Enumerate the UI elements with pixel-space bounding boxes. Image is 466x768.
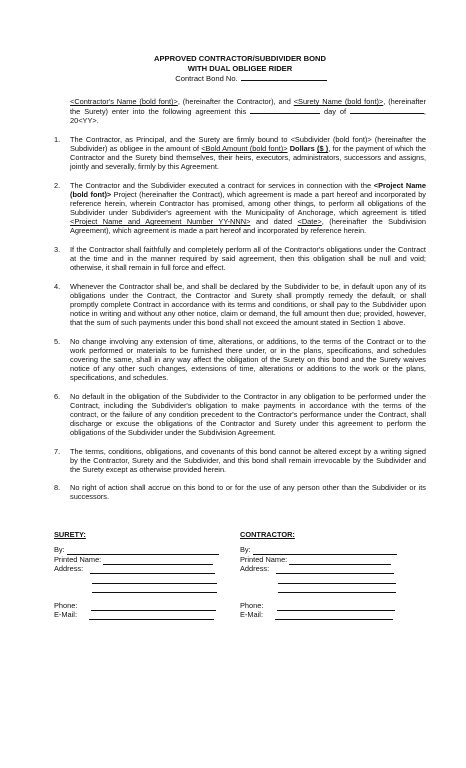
clause-number: 8. bbox=[54, 483, 61, 493]
bold-amount-placeholder: <Bold Amount (bold font)> bbox=[201, 144, 288, 154]
contractor-address-row-2 bbox=[240, 574, 426, 584]
clause-2-text-c: and dated bbox=[250, 217, 298, 227]
clause-number: 3. bbox=[54, 244, 61, 254]
printed-name-label: Printed Name: bbox=[240, 554, 288, 564]
surety-email-line bbox=[89, 612, 214, 620]
clause-5 bbox=[54, 337, 426, 382]
by-label: By: bbox=[240, 545, 251, 555]
surety-phone-line bbox=[91, 603, 216, 611]
title-line-1: APPROVED CONTRACTOR/SUBDIVIDER BOND bbox=[154, 54, 326, 63]
surety-address-row bbox=[54, 565, 240, 575]
contractor-signature-block bbox=[240, 530, 426, 621]
date-placeholder: <Date> bbox=[297, 217, 322, 227]
intro-text-1: , (hereinafter the Contractor), and bbox=[177, 97, 294, 107]
by-label: By: bbox=[54, 545, 65, 555]
clause-text: If the Contractor shall faithfully and completely perform all of the Contractor's obligations under the Contract at the time and in the manner required by said agreement, then this obligation shall be null and void; otherwise, it shall remain in full force and effect. bbox=[70, 244, 426, 273]
bond-clauses bbox=[54, 135, 426, 502]
clause-2 bbox=[54, 181, 426, 236]
clause-number: 7. bbox=[54, 446, 61, 456]
contractor-printed-name-line bbox=[289, 557, 391, 565]
dollar-amount-blank: ($ ) bbox=[316, 144, 329, 154]
surety-address-row-3 bbox=[54, 584, 240, 594]
email-label: E-Mail: bbox=[240, 610, 263, 620]
surety-signature-block bbox=[54, 530, 240, 621]
phone-label: Phone: bbox=[240, 600, 264, 610]
contractor-email-row bbox=[240, 611, 426, 621]
contractor-address-row bbox=[240, 565, 426, 575]
intro-text-2: , (hereinafter the Surety) enter into the following agreement this bbox=[70, 97, 427, 117]
clause-number: 1. bbox=[54, 134, 61, 144]
surety-address-line-2 bbox=[92, 576, 217, 584]
dollars-label: Dollars bbox=[289, 144, 315, 154]
contractor-address-row-3 bbox=[240, 584, 426, 594]
clause-1-text-a: The Contractor, as Principal, and the Surety are firmly bound to <Subdivider (bold font)> (hereinafter the Subdivider) as obligee in the amount of bbox=[70, 134, 426, 154]
contractor-email-line bbox=[275, 612, 393, 620]
clause-1 bbox=[54, 135, 426, 171]
printed-name-label: Printed Name: bbox=[54, 554, 102, 564]
document-title bbox=[54, 54, 426, 73]
clause-number: 4. bbox=[54, 281, 61, 291]
project-name-placeholder: <Project Name (bold font)> bbox=[70, 180, 426, 199]
clause-text bbox=[70, 181, 426, 236]
clause-number: 5. bbox=[54, 336, 61, 346]
title-line-2: WITH DUAL OBLIGEE RIDER bbox=[187, 63, 293, 73]
day-blank bbox=[250, 106, 320, 114]
clause-text: The terms, conditions, obligations, and covenants of this bond cannot be altered except by a writing signed by the Contractor, Surety and the Subdivider, and this bond shall remain irrevocable by the Subdivider and the Surety except as otherwise provided herein. bbox=[70, 446, 426, 474]
contractor-address-line-1 bbox=[276, 566, 394, 574]
surety-address-line-1 bbox=[90, 566, 215, 574]
signature-section bbox=[54, 530, 426, 621]
intro-text-4: , 20<YY>. bbox=[70, 107, 426, 126]
contractor-name-placeholder: <Contractor's Name (bold font)> bbox=[70, 97, 178, 107]
clause-text: Whenever the Contractor shall be, and shall be declared by the Subdivider to be, in default upon any of its obligations under the Contract, the Contractor and Surety shall promptly remedy the default, or shall promptly complete Contract in accordance with its terms and conditions, or shall pay to the Subdivider upon notice in writing and without any other notice, claim or demand, the full amount then due; provided, however, that the sum of such payments under this bond shall not exceed the amount stated in Section 1 above. bbox=[70, 281, 426, 328]
clause-8 bbox=[54, 483, 426, 501]
contractor-heading: CONTRACTOR: bbox=[240, 529, 295, 539]
phone-label: Phone: bbox=[54, 600, 78, 610]
surety-name-placeholder: <Surety Name (bold font)> bbox=[293, 97, 384, 107]
clause-2-text-b: Project (hereinafter the Contract), which agreement is made a part hereof and incorporated by reference herein, wherein Contractor has promised, among other things, to perform all obligations of the Subdivider under Subdivider's agreement with the Municipality of Anchorage, which agreement is titled bbox=[70, 189, 426, 218]
bond-no-blank bbox=[241, 73, 327, 81]
surety-heading: SURETY: bbox=[54, 529, 86, 539]
clause-2-text-a: The Contractor and the Subdivider executed a contract for services in connection with the bbox=[70, 180, 374, 190]
address-label: Address: bbox=[54, 564, 84, 574]
surety-address-line-3 bbox=[92, 585, 217, 593]
contractor-address-line-2 bbox=[278, 576, 396, 584]
contractor-phone-row bbox=[240, 601, 426, 611]
clause-text bbox=[70, 135, 426, 171]
contract-bond-number bbox=[76, 73, 426, 84]
clause-text: No change involving any extension of time, alterations, or additions, to the terms of the Contract or to the work performed or materials to be furnished there under, or in the plans, specifications, and schedules covering the same, shall in any way affect the obligation of the Surety on this bond and the Surety waives notice of any other such changes, extensions of time, alterations or additions to the work or the plans, specifications, and schedules. bbox=[70, 336, 426, 383]
surety-printed-name-line bbox=[103, 557, 213, 565]
agreement-number-placeholder: <Project Name and Agreement Number YY-NNN> bbox=[70, 217, 251, 227]
month-blank bbox=[350, 106, 424, 114]
clause-text: No default in the obligation of the Subdivider to the Contractor in any obligation to be performed under the Contract, including the Subdivider's obligation to make payments in accordance with the terms of the contract, or the failure of any condition precedent to the Contractor's performance under the Contract, shall discharge or excuse the obligations of the Contractor and Surety under this agreement to perform the obligations of the Subdivider under the Subdivision Agreement. bbox=[70, 391, 426, 437]
clause-number: 6. bbox=[54, 391, 61, 401]
clause-1-text-d: , for the payment of which the Contractor and the Surety bind themselves, their heirs, executors, administrators, successors and assigns, jointly and severally, firmly by this Agreement. bbox=[70, 144, 427, 172]
clause-text: No right of action shall accrue on this bond to or for the use of any person other than the Subdivider or its successors. bbox=[70, 483, 426, 502]
clause-4 bbox=[54, 282, 426, 327]
bond-no-label: Contract Bond No. bbox=[175, 74, 238, 84]
surety-address-row-2 bbox=[54, 574, 240, 584]
clause-7 bbox=[54, 447, 426, 474]
address-label: Address: bbox=[240, 564, 270, 574]
contractor-address-line-3 bbox=[278, 585, 396, 593]
clause-6 bbox=[54, 392, 426, 437]
clause-2-text-d: , (hereinafter the Subdivision Agreement), which agreement is made a part hereof and incorporated by reference herein. bbox=[70, 217, 426, 236]
clause-number: 2. bbox=[54, 180, 61, 190]
surety-phone-row bbox=[54, 601, 240, 611]
intro-paragraph bbox=[70, 97, 426, 125]
email-label: E-Mail: bbox=[54, 610, 77, 620]
contractor-phone-line bbox=[277, 603, 395, 611]
intro-text-3: day of bbox=[324, 107, 346, 117]
clause-3 bbox=[54, 245, 426, 272]
surety-email-row bbox=[54, 611, 240, 621]
